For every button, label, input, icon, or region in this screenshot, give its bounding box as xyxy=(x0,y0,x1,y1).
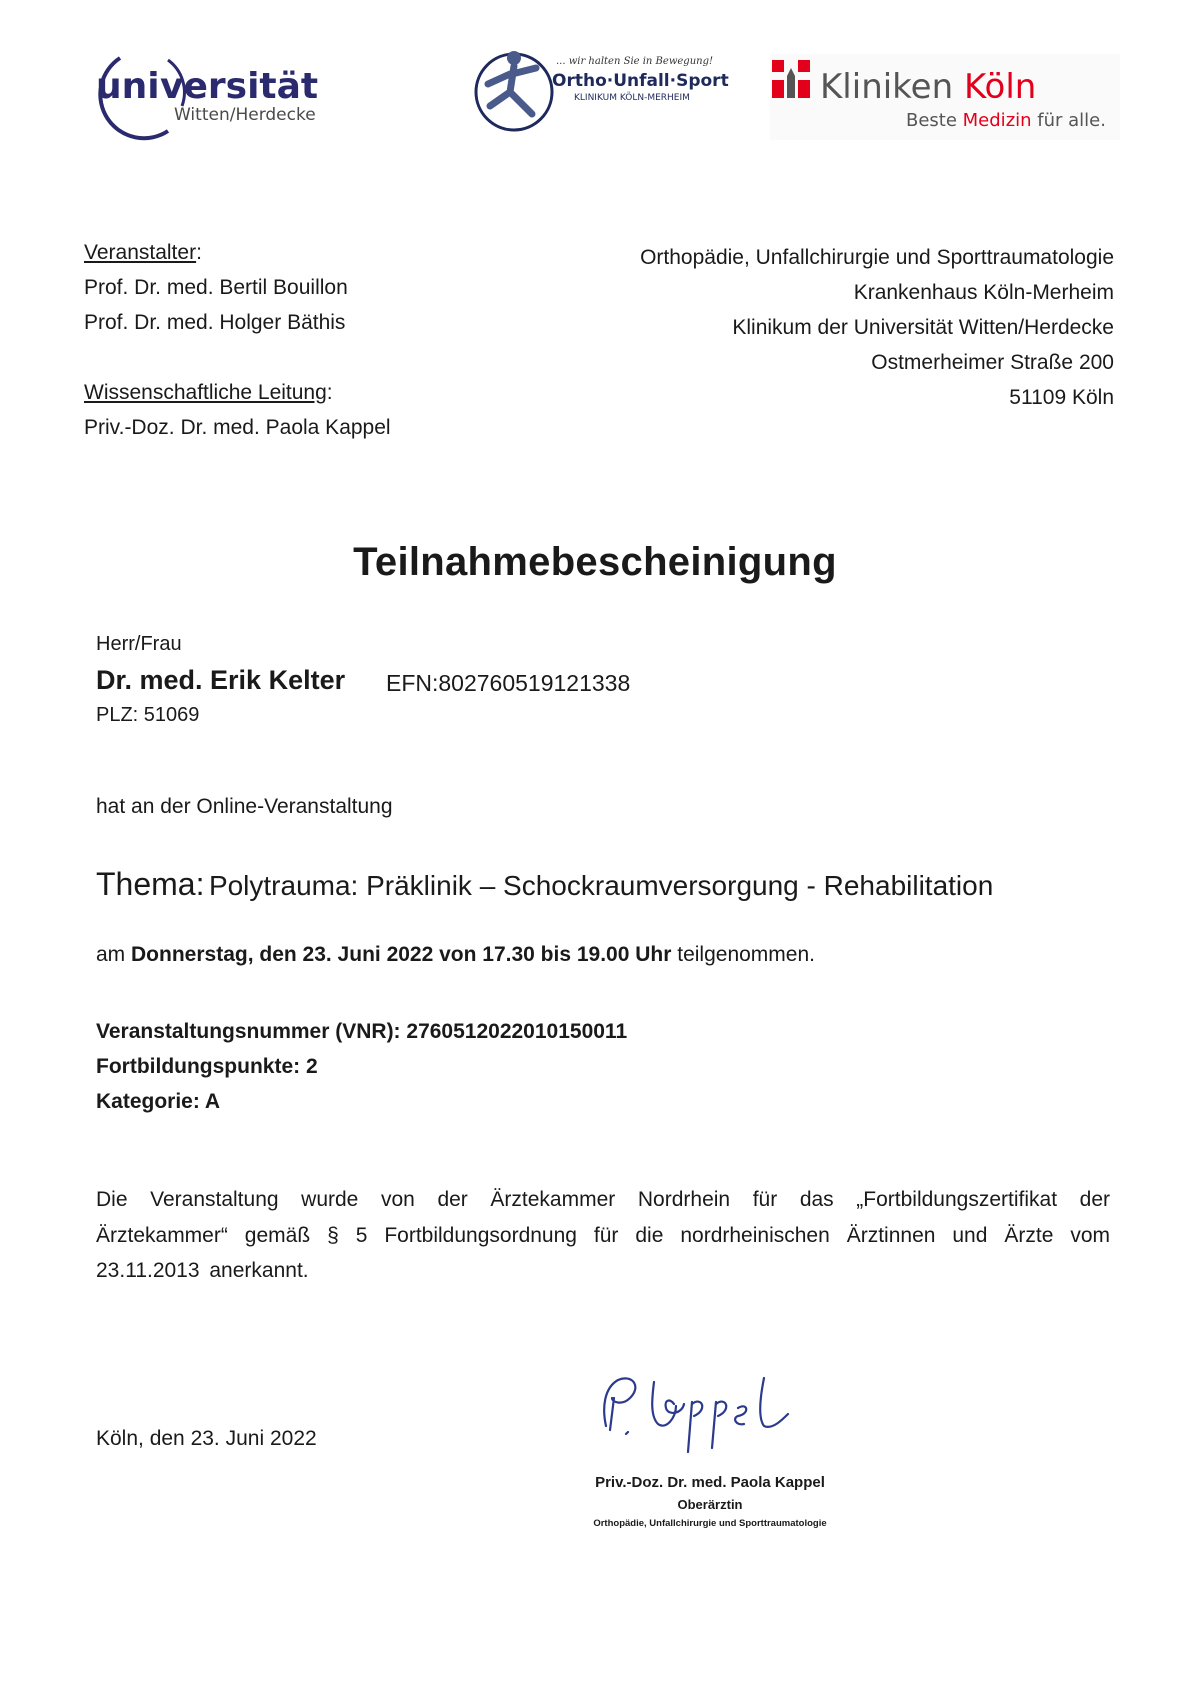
event-points: Fortbildungspunkte: 2 xyxy=(96,1055,318,1078)
event-intro: hat an der Online-Veranstaltung xyxy=(96,795,393,818)
handwritten-signature xyxy=(592,1368,832,1458)
ortho-unfall-sport-logo xyxy=(470,44,732,136)
svg-text:Ortho·Unfall·Sport: Ortho·Unfall·Sport xyxy=(552,71,729,91)
organizer-name: Prof. Dr. med. Bertil Bouillon xyxy=(84,276,348,299)
svg-text:uni: uni xyxy=(96,66,160,107)
document-title: Teilnahmebescheinigung xyxy=(353,540,837,584)
organizer-name: Prof. Dr. med. Holger Bäthis xyxy=(84,311,346,334)
address-line: Orthopädie, Unfallchirurgie und Sporttraumatologie xyxy=(640,246,1114,269)
organizer-block xyxy=(84,235,391,445)
event-vnr: Veranstaltungsnummer (VNR): 2760512022010150011 xyxy=(96,1020,628,1043)
address-line: Krankenhaus Köln-Merheim xyxy=(853,281,1114,304)
participant-plz: PLZ: 51069 xyxy=(96,704,200,726)
signatory-department: Orthopädie, Unfallchirurgie und Sporttraumatologie xyxy=(593,1518,827,1529)
svg-text:Beste Medizin für alle.: Beste Medizin für alle. xyxy=(906,110,1106,131)
kliniken-koeln-logo xyxy=(770,54,1120,140)
address-line: Ostmerheimer Straße 200 xyxy=(871,351,1114,374)
address-line: 51109 Köln xyxy=(1009,386,1114,409)
signatory-name: Priv.-Doz. Dr. med. Paola Kappel xyxy=(595,1474,825,1491)
svg-text:versität: versität xyxy=(160,66,319,107)
participant-name: Dr. med. Erik Kelter xyxy=(96,665,346,695)
accreditation-statement: Die Veranstaltung wurde von der Ärztekammer Nordrhein für das „Fortbildungszertifikat der Ärztekammer“ gemäß § 5 Fortbildungsordnung für die nordrheinischen Ärztinnen und Ärzte vom 23.11.2013 anerkannt. xyxy=(96,1188,1110,1282)
svg-text:KLINIKUM KÖLN-MERHEIM: KLINIKUM KÖLN-MERHEIM xyxy=(574,93,690,103)
address-line: Klinikum der Universität Witten/Herdecke xyxy=(732,316,1114,339)
topic-text: Polytrauma: Präklinik – Schockraumversorgung - Rehabilitation xyxy=(208,870,994,901)
event-category: Kategorie: A xyxy=(96,1090,221,1113)
signatory-role: Oberärztin xyxy=(677,1497,743,1512)
participant-salutation: Herr/Frau xyxy=(96,633,182,655)
svg-text:... wir halten Sie in Bewegung: ... wir halten Sie in Bewegung! xyxy=(556,56,713,67)
svg-text:Kliniken Köln: Kliniken Köln xyxy=(820,67,1037,107)
organizer-heading: Veranstalter: xyxy=(84,241,202,264)
svg-text:Witten/Herdecke: Witten/Herdecke xyxy=(174,105,316,125)
place-and-date: Köln, den 23. Juni 2022 xyxy=(96,1427,317,1450)
topic-label: Thema: xyxy=(96,866,205,902)
universitaet-witten-herdecke-logo xyxy=(82,46,332,146)
scientific-lead-heading: Wissenschaftliche Leitung: xyxy=(84,381,333,404)
clinic-address xyxy=(554,240,1114,415)
event-date: am Donnerstag, den 23. Juni 2022 von 17.30 bis 19.00 Uhr teilgenommen. xyxy=(96,943,815,966)
participant-efn: EFN:802760519121338 xyxy=(386,670,631,696)
event-topic xyxy=(96,866,993,903)
scientific-lead-name: Priv.-Doz. Dr. med. Paola Kappel xyxy=(84,416,391,439)
event-facts xyxy=(96,1014,627,1119)
